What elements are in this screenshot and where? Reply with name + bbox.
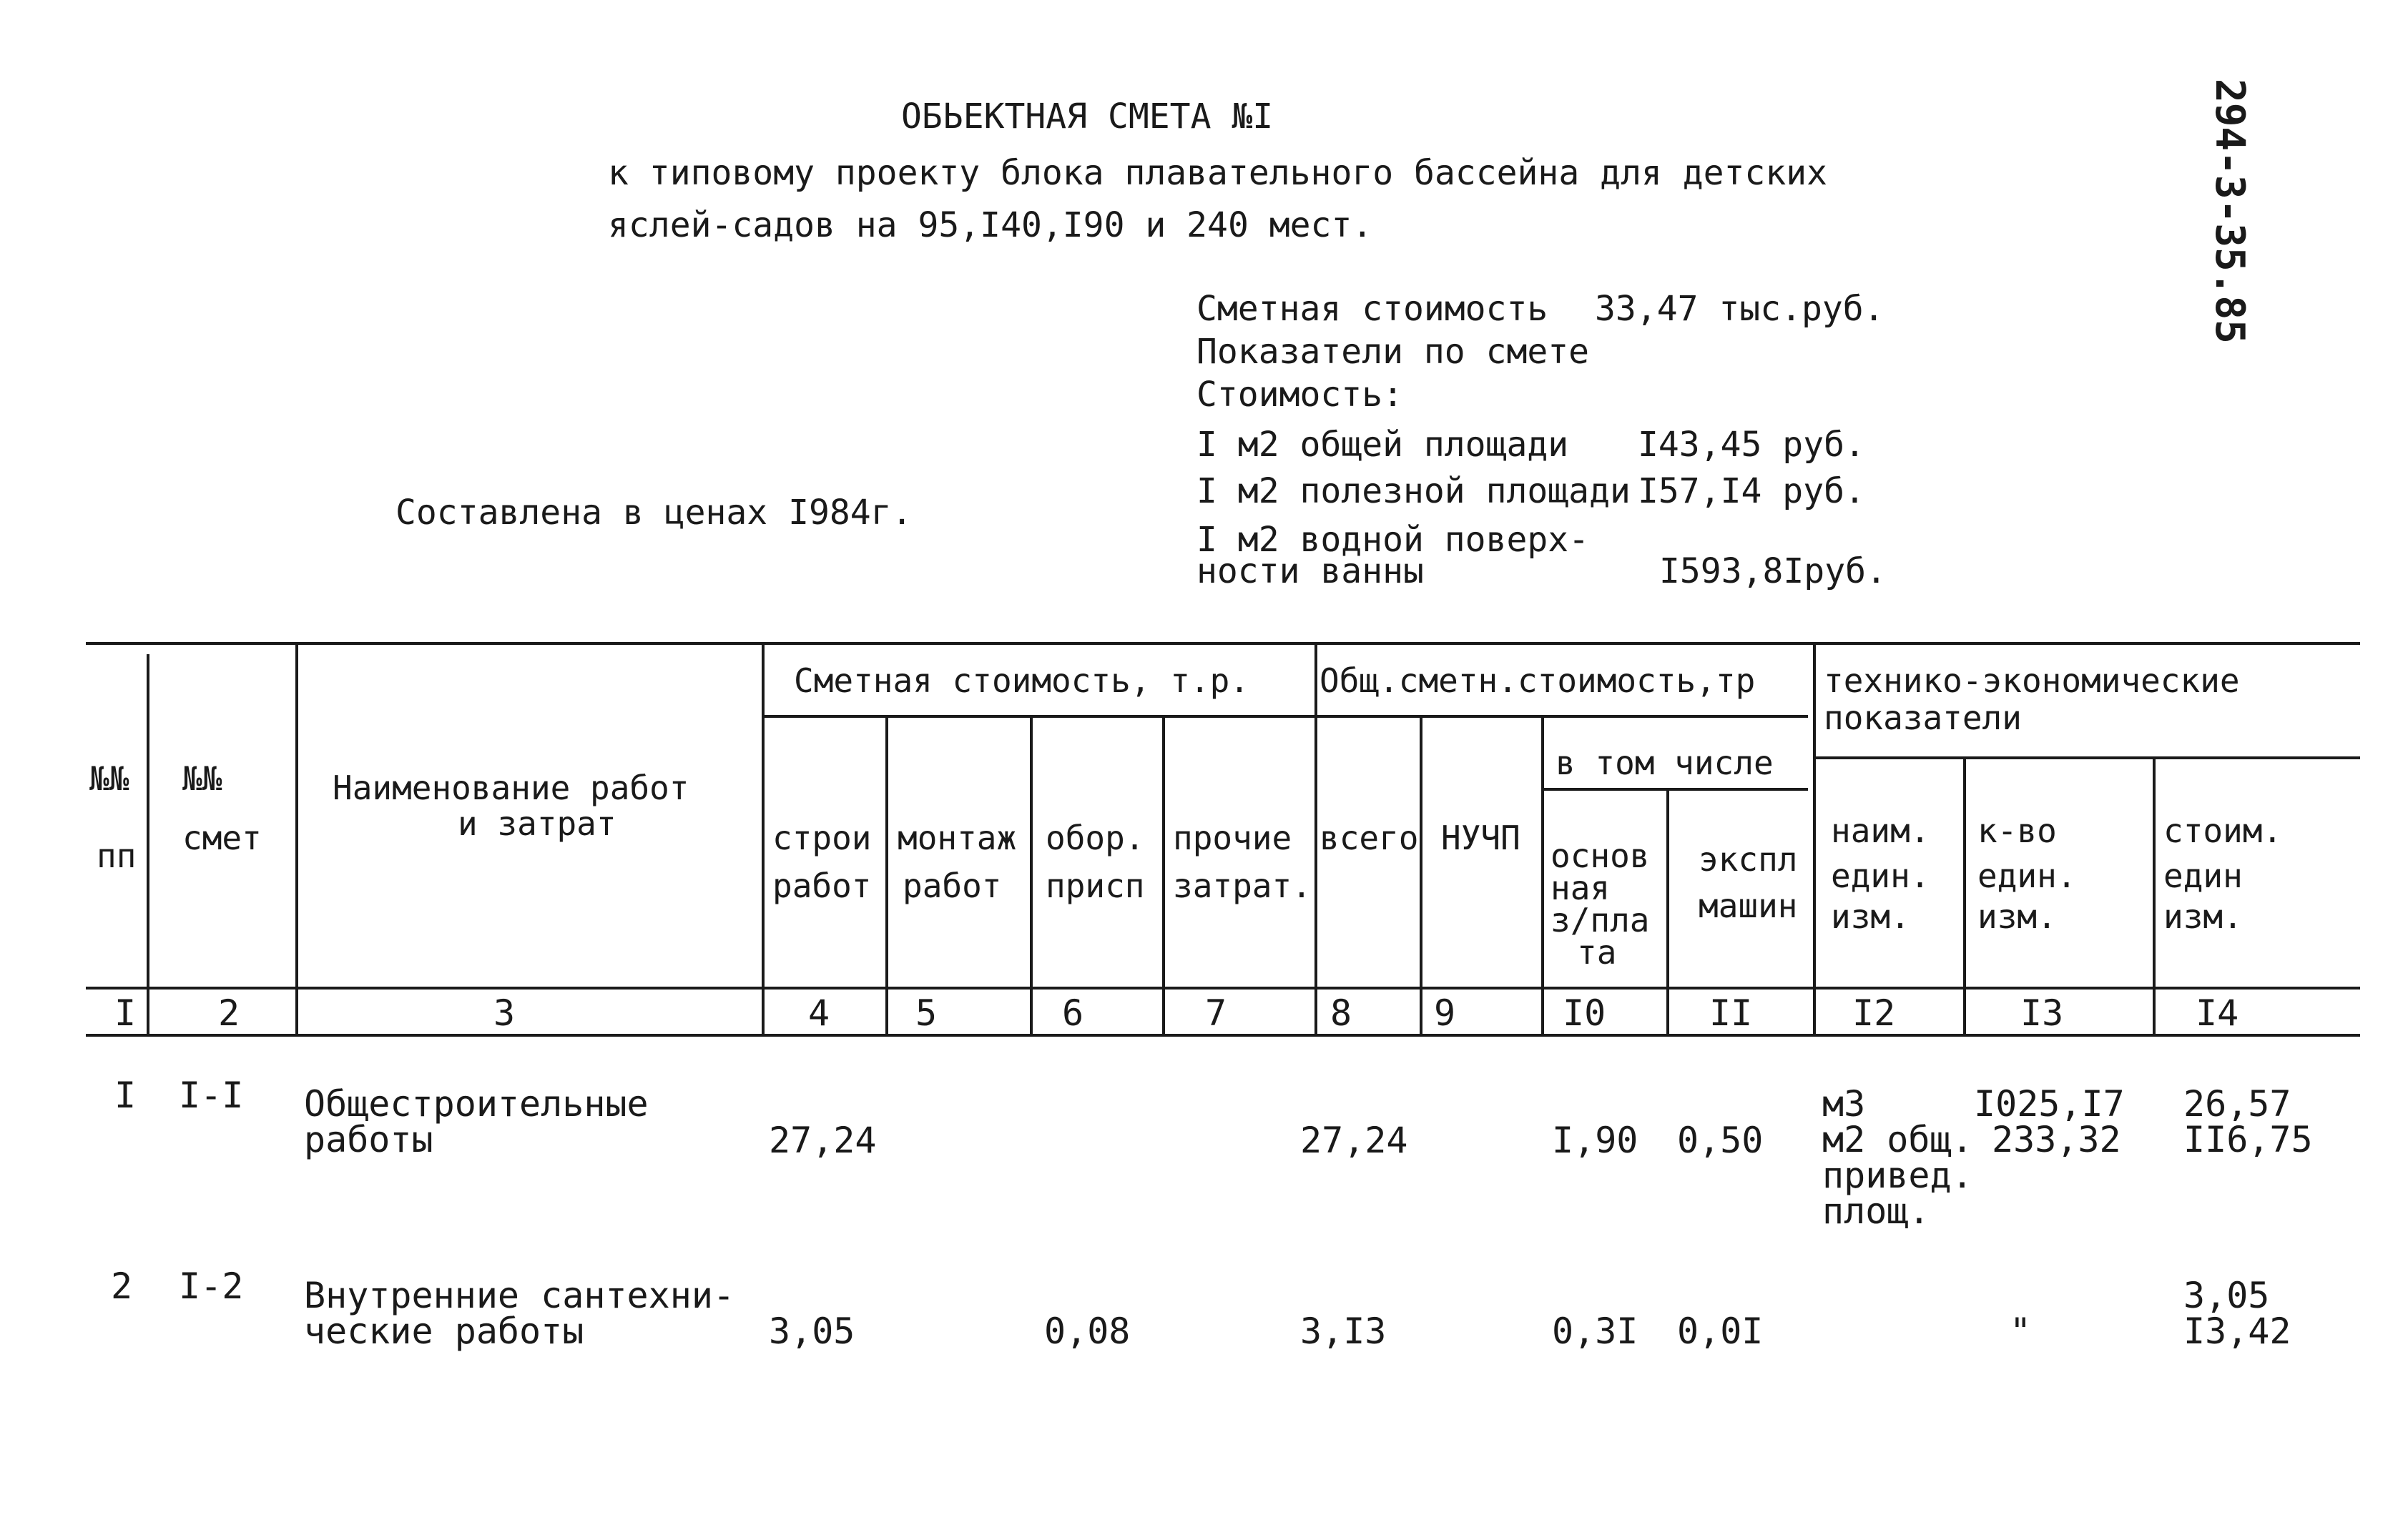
header-col8: всего	[1320, 819, 1419, 857]
row-equipment: 0,08	[1044, 1311, 1131, 1352]
header-col10-c: з/пла	[1551, 901, 1650, 939]
row-quantity-a: I025,I7	[1974, 1083, 2125, 1125]
column-number: I	[114, 992, 137, 1034]
header-col10-d: та	[1577, 933, 1617, 972]
header-col7-b: затрат.	[1173, 867, 1312, 905]
column-number: 3	[493, 992, 516, 1034]
header-including: в том числе	[1556, 744, 1774, 782]
header-col5-b: работ	[903, 867, 1002, 905]
column-number: 6	[1062, 992, 1084, 1034]
row-unit-cost-b: II6,75	[2183, 1119, 2313, 1160]
column-number: 4	[808, 992, 830, 1034]
row-base-wage: I,90	[1552, 1120, 1638, 1161]
row-unit-cost-b: I3,42	[2183, 1311, 2291, 1352]
row-total: 3,I3	[1300, 1311, 1387, 1352]
header-col4-b: работ	[772, 867, 872, 905]
header-npp-a: №№	[89, 759, 129, 798]
row-quantity-ditto: "	[2010, 1311, 2032, 1352]
row-name-b: работы	[304, 1119, 433, 1160]
column-number: 7	[1205, 992, 1227, 1034]
row-machine-operation: 0,0I	[1677, 1311, 1764, 1352]
header-group-total: Общ.сметн.стоимость,тр	[1320, 661, 1756, 700]
header-col14-b: един	[2163, 857, 2243, 895]
indicator-water-surface-label-b: ности ванны	[1196, 551, 1424, 591]
header-col6-a: обор.	[1046, 819, 1145, 857]
column-number: 8	[1330, 992, 1352, 1034]
column-number: 5	[915, 992, 938, 1034]
column-number: 9	[1434, 992, 1456, 1034]
cost-value: 33,47 тыс.руб.	[1595, 289, 1884, 329]
column-number: I0	[1563, 992, 1606, 1034]
document-subtitle-line1: к типовому проекту блока плавательного бассейна для детских	[608, 153, 1828, 193]
indicator-useful-area-label: I м2 полезной площади	[1196, 471, 1631, 511]
indicator-water-surface-value: I593,8Iруб.	[1659, 551, 1887, 591]
header-smet-b: смет	[182, 819, 262, 857]
indicators-label: Показатели по смете	[1196, 332, 1590, 372]
row-unit-b: м2 общ.	[1822, 1119, 1973, 1160]
indicator-useful-area-value: I57,I4 руб.	[1638, 471, 1865, 511]
header-col10-a: основ	[1551, 837, 1650, 875]
row-name-b: ческие работы	[304, 1311, 584, 1352]
column-number: II	[1709, 992, 1753, 1034]
column-number: I4	[2196, 992, 2239, 1034]
column-number: I3	[2020, 992, 2064, 1034]
header-name-b: и затрат	[458, 804, 616, 843]
header-col9: НУЧП	[1441, 819, 1520, 857]
document-subtitle-line2: яслей-садов на 95,I40,I90 и 240 мест.	[608, 205, 1373, 245]
row-unit-a: м3	[1822, 1083, 1866, 1125]
row-npp: 2	[111, 1265, 133, 1307]
header-col13-c: изм.	[1977, 897, 2057, 936]
header-col14-c: изм.	[2163, 897, 2243, 936]
row-smet: I-I	[179, 1075, 244, 1116]
row-npp: I	[114, 1075, 137, 1116]
row-unit-cost-a: 26,57	[2183, 1083, 2291, 1125]
column-number: I2	[1852, 992, 1896, 1034]
header-col7-a: прочие	[1173, 819, 1292, 857]
header-group-tech-b: показатели	[1824, 699, 2022, 737]
header-col12-c: изм.	[1831, 897, 1910, 936]
project-code: 294-3-35.85	[2206, 79, 2253, 344]
cost-label: Сметная стоимость	[1196, 289, 1548, 329]
row-construction: 27,24	[769, 1120, 877, 1161]
header-col13-b: един.	[1977, 857, 2077, 895]
header-col14-a: стоим.	[2163, 811, 2283, 850]
row-name-a: Общестроительные	[304, 1083, 649, 1125]
row-base-wage: 0,3I	[1552, 1311, 1638, 1352]
header-col12-b: един.	[1831, 857, 1930, 895]
header-npp-b: пп	[97, 837, 137, 875]
indicator-total-area-value: I43,45 руб.	[1638, 425, 1865, 465]
header-name-a: Наименование работ	[333, 769, 689, 807]
header-col10-b: ная	[1551, 869, 1611, 907]
header-smet-a: №№	[182, 759, 222, 798]
prices-note: Составлена в ценах I984г.	[395, 493, 913, 533]
header-col5-a: монтаж	[898, 819, 1017, 857]
row-unit-c: привед.	[1822, 1155, 1973, 1196]
row-smet: I-2	[179, 1265, 244, 1307]
header-group-cost: Сметная стоимость, т.р.	[794, 661, 1249, 700]
indicator-water-surface-label-a: I м2 водной поверх-	[1196, 520, 1590, 560]
row-unit-d: площ.	[1822, 1190, 1930, 1232]
row-machine-operation: 0,50	[1677, 1120, 1764, 1161]
row-name-a: Внутренние сантехни-	[304, 1275, 735, 1316]
header-col6-b: присп	[1046, 867, 1145, 905]
header-col13-a: к-во	[1977, 811, 2057, 850]
header-col4-a: строи	[772, 819, 872, 857]
header-col11-b: машин	[1699, 887, 1798, 925]
header-group-tech-a: технико-экономические	[1824, 661, 2240, 700]
header-col11-a: экспл	[1699, 840, 1798, 879]
cost-heading: Стоимость:	[1196, 375, 1403, 415]
row-total: 27,24	[1300, 1120, 1408, 1161]
row-quantity-b: 233,32	[1992, 1119, 2121, 1160]
document-title: ОБЬЕКТНАЯ СМЕТА №I	[901, 97, 1274, 137]
indicator-total-area-label: I м2 общей площади	[1196, 425, 1569, 465]
row-construction: 3,05	[769, 1311, 855, 1352]
header-col12-a: наим.	[1831, 811, 1930, 850]
column-number: 2	[218, 992, 240, 1034]
row-unit-cost-a: 3,05	[2183, 1275, 2270, 1316]
